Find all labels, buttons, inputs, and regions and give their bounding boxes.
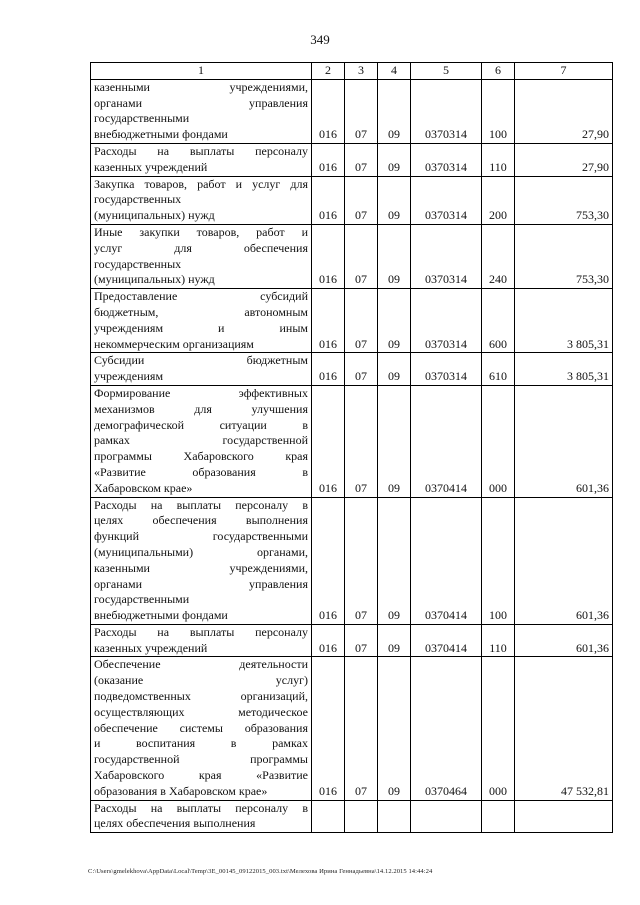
chapter-code [312,800,345,833]
expense-type-code: 110 [482,624,515,657]
subsection-code: 09 [378,657,411,800]
expense-type-code: 610 [482,353,515,386]
row-description [91,353,312,386]
header-row [91,63,613,80]
description-line: внебюджетными фондами [94,608,228,623]
row-description [91,497,312,624]
expense-type-code: 200 [482,176,515,224]
table-row [91,176,613,224]
section-code: 07 [345,385,378,497]
target-article-code: 0370314 [411,176,482,224]
subsection-code: 09 [378,497,411,624]
description-line: подведомственных организаций, [94,689,308,704]
col-header-4: 4 [378,63,411,80]
description-line: учреждениям и иным [94,320,308,335]
table-row [91,224,613,288]
section-code: 07 [345,624,378,657]
amount: 753,30 [515,224,613,288]
table-row [91,353,613,386]
amount: 601,36 [515,624,613,657]
description-line: рамках государственной [94,433,308,448]
description-line: и воспитания в рамках [94,736,308,751]
table-row [91,800,613,833]
section-code [345,800,378,833]
expense-type-code: 110 [482,143,515,176]
chapter-code: 016 [312,224,345,288]
amount: 601,36 [515,385,613,497]
col-header-3: 3 [345,63,378,80]
table-row [91,143,613,176]
description-line: функций государственными [94,529,308,544]
subsection-code: 09 [378,143,411,176]
target-article-code: 0370314 [411,289,482,353]
description-line: бюджетным, автономным [94,304,308,319]
amount: 753,30 [515,176,613,224]
page-number: 349 [310,32,330,47]
table-row [91,657,613,800]
description-line: государственных [94,256,182,271]
section-code: 07 [345,176,378,224]
description-line: государственных [94,192,182,207]
description-line: казенными учреждениями, [94,79,308,94]
expense-type-code: 240 [482,224,515,288]
row-description [91,143,312,176]
chapter-code: 016 [312,497,345,624]
description-line: Предоставление субсидий [94,289,308,304]
file-path-footer: C:\Users\gmelekhova\AppData\Local\Temp\3E_00145_09122015_003.txt\Мелехова Ирина Геннадьевна\14.12.2015 14:44:24 [88,868,433,875]
description-line: казенных учреждений [94,640,208,655]
target-article-code: 0370314 [411,143,482,176]
amount: 47 532,81 [515,657,613,800]
description-line: органами управления [94,95,308,110]
description-line: обеспечение системы образования [94,720,308,735]
description-line: (муниципальными) органами, [94,544,308,559]
description-line: государственной программы [94,752,308,767]
section-code: 07 [345,143,378,176]
row-description [91,79,312,143]
description-line: Расходы на выплаты персоналу в [94,497,308,512]
chapter-code: 016 [312,385,345,497]
table-row [91,497,613,624]
target-article-code: 0370414 [411,385,482,497]
row-description [91,657,312,800]
amount: 3 805,31 [515,289,613,353]
section-code: 07 [345,497,378,624]
description-line: государственными [94,111,190,126]
col-header-2: 2 [312,63,345,80]
description-line: Иные закупки товаров, работ и [94,224,308,239]
target-article-code: 0370314 [411,224,482,288]
description-line: Закупка товаров, работ и услуг для [94,176,308,191]
subsection-code [378,800,411,833]
amount [515,800,613,833]
table-row [91,289,613,353]
subsection-code: 09 [378,289,411,353]
section-code: 07 [345,289,378,353]
amount: 601,36 [515,497,613,624]
section-code: 07 [345,79,378,143]
description-line: целях обеспечения выполнения [94,816,256,831]
target-article-code [411,800,482,833]
col-header-6: 6 [482,63,515,80]
chapter-code: 016 [312,176,345,224]
target-article-code: 0370314 [411,353,482,386]
description-line: государственными [94,592,190,607]
description-line: (оказание услуг) [94,673,308,688]
amount: 27,90 [515,143,613,176]
description-line: Хабаровском крае» [94,480,193,495]
description-line: Обеспечение деятельности [94,657,308,672]
budget-table [90,62,613,833]
section-code: 07 [345,353,378,386]
chapter-code: 016 [312,353,345,386]
expense-type-code: 100 [482,497,515,624]
description-line: Расходы на выплаты персоналу [94,624,308,639]
expense-type-code: 100 [482,79,515,143]
subsection-code: 09 [378,224,411,288]
col-header-5: 5 [411,63,482,80]
expense-type-code [482,800,515,833]
table-row [91,385,613,497]
expense-type-code: 600 [482,289,515,353]
target-article-code: 0370314 [411,79,482,143]
description-line: (муниципальных) нужд [94,272,215,287]
row-description [91,385,312,497]
col-header-7: 7 [515,63,613,80]
chapter-code: 016 [312,624,345,657]
subsection-code: 09 [378,353,411,386]
description-line: Хабаровского края «Развитие [94,768,308,783]
description-line: Расходы на выплаты персоналу [94,143,308,158]
description-line: программы Хабаровского края [94,449,308,464]
description-line: Субсидии бюджетным [94,353,308,368]
chapter-code: 016 [312,657,345,800]
amount: 3 805,31 [515,353,613,386]
description-line: казенными учреждениями, [94,560,308,575]
chapter-code: 016 [312,79,345,143]
chapter-code: 016 [312,289,345,353]
row-description [91,289,312,353]
col-header-1: 1 [91,63,312,80]
expense-type-code: 000 [482,385,515,497]
description-line: осуществляющих методическое [94,704,308,719]
target-article-code: 0370414 [411,497,482,624]
description-line: (муниципальных) нужд [94,208,215,223]
table-row [91,624,613,657]
description-line: образования в Хабаровском крае» [94,783,268,798]
section-code: 07 [345,224,378,288]
target-article-code: 0370464 [411,657,482,800]
subsection-code: 09 [378,385,411,497]
row-description [91,176,312,224]
description-line: услуг для обеспечения [94,240,308,255]
section-code: 07 [345,657,378,800]
subsection-code: 09 [378,624,411,657]
subsection-code: 09 [378,79,411,143]
row-description [91,224,312,288]
description-line: «Развитие образования в [94,464,308,479]
description-line: Расходы на выплаты персоналу в [94,800,308,815]
table-row [91,79,613,143]
description-line: внебюджетными фондами [94,127,228,142]
row-description [91,624,312,657]
description-line: органами управления [94,576,308,591]
description-line: демографической ситуации в [94,417,308,432]
description-line: целях обеспечения выполнения [94,513,308,528]
description-line: Формирование эффективных [94,385,308,400]
subsection-code: 09 [378,176,411,224]
chapter-code: 016 [312,143,345,176]
description-line: учреждениям [94,369,164,384]
amount: 27,90 [515,79,613,143]
description-line: механизмов для улучшения [94,401,308,416]
description-line: некоммерческим организациям [94,336,254,351]
row-description [91,800,312,833]
expense-type-code: 000 [482,657,515,800]
description-line: казенных учреждений [94,159,208,174]
target-article-code: 0370414 [411,624,482,657]
